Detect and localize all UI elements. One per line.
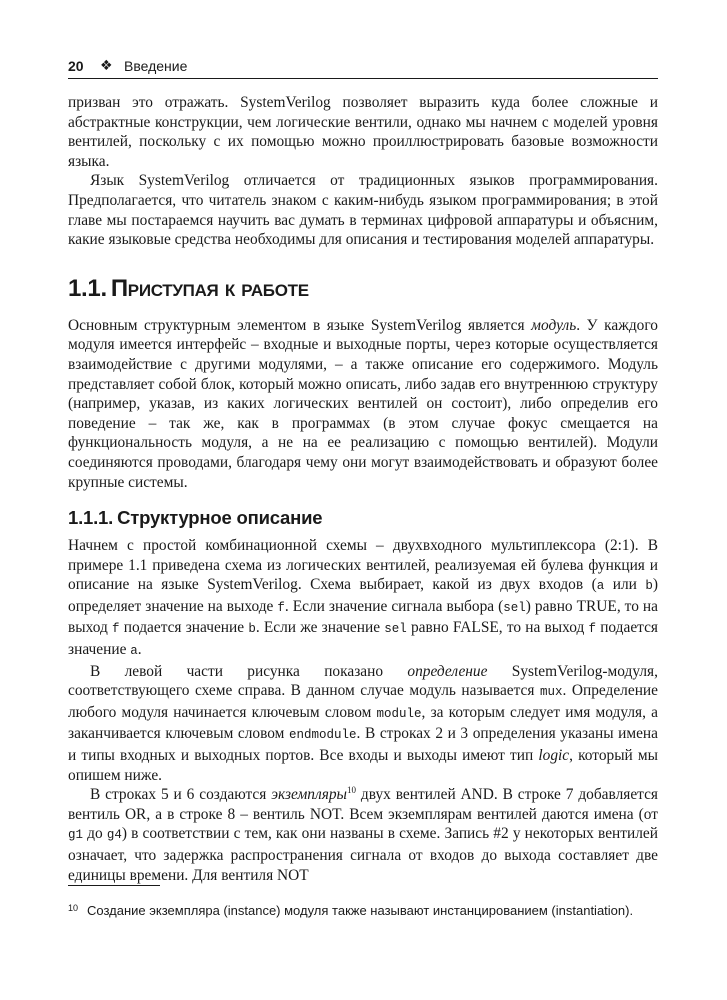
code-f: f xyxy=(277,600,285,615)
subsection-paragraph-3: В строках 5 и 6 создаются экземпляры$^{10}$ двух вентилей AND. В строке 7 добавляется вентиль OR, а в строке 8 – вентиль NOT. Всем экземплярам вентилей даются имена (от g1 до g4) в соответствии с тем, как они названы в схеме. Запись #2 у некоторых вентилей означает, что задержка распространения сигнала от входов до выхода составляет две единицы времени. Для вентиля NOT xyxy=(68,785,658,884)
subsection-paragraph-1: Начнем с простой комбинационной схемы – двухвходного мультиплексора (2:1). В примере 1.1 приведена схема из логических вентилей, реализуемая ей булева функция и описание на языке SystemVerilog. Схема выбирает, какой из двух входов (a или b) определяет значение на выходе f. Если значение сигнала выбора (sel) равно TRUE, то на выход f подается значение b. Если же значение sel равно FALSE, то на выход f подается значение a. xyxy=(68,537,658,659)
code-g4: g4 xyxy=(106,828,122,843)
page-number: 20 xyxy=(68,58,84,74)
intro-paragraph-2: Язык SystemVerilog отличается от традиционных языков программирования. Предполагается, что читатель знаком с каким-нибудь языком программирования; в этой главе мы постараемся научить вас думать в терминах цифровой аппаратуры и объясним, какие языковые средства необходимы для описания и тестирования моделей аппаратуры. xyxy=(68,172,658,249)
footnote-text: Создание экземпляра (instance) модуля также называют инстанцированием (instantiation). xyxy=(87,903,634,918)
term-instances: экземпляры xyxy=(271,786,347,804)
footnote xyxy=(68,902,658,919)
section-number: 1.1. xyxy=(68,274,107,302)
code-g1: g1 xyxy=(68,828,84,843)
code-sel: sel xyxy=(384,622,407,637)
code-module: module xyxy=(376,706,422,721)
term-logic: logic xyxy=(538,747,570,765)
footnote-divider xyxy=(68,885,160,886)
code-a: a xyxy=(596,579,605,594)
code-sel: sel xyxy=(503,600,526,615)
code-b: b xyxy=(248,622,256,637)
page-body xyxy=(68,93,658,885)
code-f: f xyxy=(588,622,596,637)
footnote-reference[interactable]: 10 xyxy=(346,785,356,796)
running-section-title: Введение xyxy=(124,58,188,74)
intro-paragraph-1: призван это отражать. SystemVerilog позволяет выразить куда более сложные и абстрактные конструкции, чем логические вентили, однако мы начнем с моделей уровня вентилей, поскольку с их помощью можно проиллюстрировать базовые возможности языка. xyxy=(68,94,658,170)
section-title: Приступая к работе xyxy=(110,274,309,302)
section-paragraph-1: Основным структурным элементом в языке SystemVerilog является модуль. У каждого модуля имеется интерфейс – входные и выходные порты, через которые осуществляется взаимодействие с другими модулями, – а также описание его содержимого. Модуль представляет собой блок, который можно описать, либо задав его внутреннюю структуру (например, указав, из каких логических вентилей он состоит), либо определив его поведение – так же, как в программах (в этом случае фокус смещается на функциональность модуля, а не на ее реализацию с помощью вентилей). Модули соединяются проводами, благодаря чему они могут взаимодействовать и образуют более крупные системы. xyxy=(68,316,658,491)
subsection-heading xyxy=(68,506,658,530)
code-endmodule: endmodule xyxy=(289,728,357,743)
code-a: a xyxy=(130,644,138,659)
section-heading xyxy=(68,274,658,304)
subsection-paragraph-2: В левой части рисунка показано определение SystemVerilog-модуля, соответствующего схеме справа. В данном случае модуль называется mux. Определение любого модуля начинается ключевым словом module, за которым следует имя модуля, а заканчивается ключевым словом endmodule. В строках 2 и 3 определения указаны имена и типы входных и выходных портов. Все входы и выходы имеют тип logic, который мы опишем ниже. xyxy=(68,662,658,784)
subsection-number: 1.1.1. xyxy=(68,507,114,529)
subsection-title: Структурное описание xyxy=(117,507,323,529)
term-module: модуль xyxy=(531,316,577,334)
code-mux: mux xyxy=(539,685,563,700)
ornament-icon: ❖ xyxy=(100,57,113,73)
code-b: b xyxy=(645,579,653,594)
term-definition: определение xyxy=(407,662,488,680)
code-f: f xyxy=(112,622,120,637)
footnote-mark: 10 xyxy=(68,903,79,913)
running-header xyxy=(68,56,658,79)
